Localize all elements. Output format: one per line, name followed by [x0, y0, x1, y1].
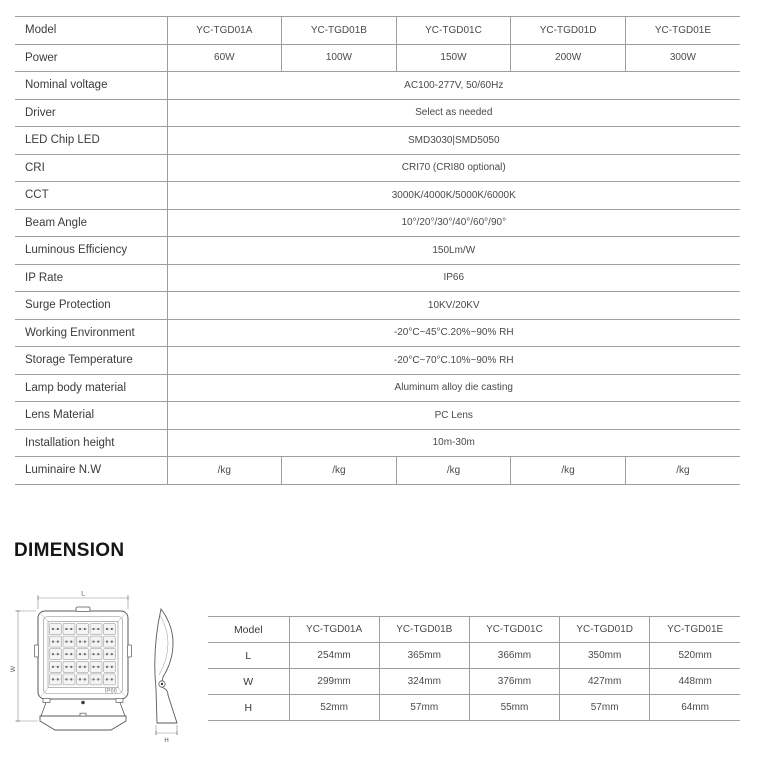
dim-row-label: Model [208, 617, 289, 643]
spec-row [15, 457, 740, 485]
mounting-bracket [40, 699, 126, 731]
spec-cell-span: 10°/20°/30°/40°/60°/90° [167, 209, 740, 237]
dim-cell: 350mm [560, 643, 650, 669]
ip66-mark: IP66 [104, 688, 117, 695]
dim-cell: 64mm [650, 695, 740, 721]
dim-cell: 520mm [650, 643, 740, 669]
dimension-label-L: L [81, 590, 85, 598]
dim-row-label: L [208, 643, 289, 669]
spec-row-label: CRI [15, 154, 167, 182]
dim-cell: 55mm [469, 695, 559, 721]
spec-cell-span: 10KV/20KV [167, 292, 740, 320]
spec-row [15, 72, 740, 100]
spec-cell: /kg [511, 457, 626, 485]
spec-row [15, 154, 740, 182]
spec-row-label: Installation height [15, 429, 167, 457]
spec-cell-span: SMD3030|SMD5050 [167, 127, 740, 155]
floodlight-front-view [35, 607, 132, 730]
spec-row-label: Driver [15, 99, 167, 127]
dim-cell: 57mm [560, 695, 650, 721]
dim-cell: 52mm [289, 695, 379, 721]
dim-cell: YC-TGD01E [650, 617, 740, 643]
dim-cell: 366mm [469, 643, 559, 669]
spec-table [15, 16, 740, 485]
dim-cell: 299mm [289, 669, 379, 695]
spec-row [15, 292, 740, 320]
spec-row-label: Beam Angle [15, 209, 167, 237]
spec-cell: /kg [396, 457, 511, 485]
left-clip [35, 645, 39, 657]
spec-cell: YC-TGD01B [282, 17, 397, 45]
spec-row-label: IP Rate [15, 264, 167, 292]
dimension-heading: DIMENSION [14, 540, 125, 561]
spec-cell: YC-TGD01C [396, 17, 511, 45]
spec-cell: 150W [396, 44, 511, 72]
spec-row-label: Nominal voltage [15, 72, 167, 100]
spec-row [15, 319, 740, 347]
top-hook [76, 607, 90, 612]
spec-cell-span: -20°C~45°C.20%~90% RH [167, 319, 740, 347]
dimension-line-H [156, 725, 177, 735]
dim-cell: 254mm [289, 643, 379, 669]
dim-cell: YC-TGD01B [379, 617, 469, 643]
dimension-table-wrap [208, 616, 740, 721]
dim-cell: YC-TGD01A [289, 617, 379, 643]
dim-cell: 324mm [379, 669, 469, 695]
spec-cell-span: CRI70 (CRI80 optional) [167, 154, 740, 182]
dimension-label-H: H [164, 738, 169, 744]
spec-row [15, 44, 740, 72]
spec-header-row [15, 17, 740, 45]
dimension-line-W [15, 611, 38, 721]
spec-cell: YC-TGD01D [511, 17, 626, 45]
spec-row-label: Surge Protection [15, 292, 167, 320]
spec-table-wrap [15, 16, 740, 485]
spec-row [15, 237, 740, 265]
dim-row-label: W [208, 669, 289, 695]
spec-cell: /kg [167, 457, 282, 485]
spec-row [15, 402, 740, 430]
spec-row [15, 347, 740, 375]
spec-cell-span: Aluminum alloy die casting [167, 374, 740, 402]
spec-row-label: Luminaire N.W [15, 457, 167, 485]
spec-row-label: Storage Temperature [15, 347, 167, 375]
dim-row-label: H [208, 695, 289, 721]
floodlight-dimension-drawing [10, 585, 205, 760]
spec-row-label: Power [15, 44, 167, 72]
spec-row [15, 374, 740, 402]
spec-row-label: Luminous Efficiency [15, 237, 167, 265]
dim-cell: 427mm [560, 669, 650, 695]
dim-cell: 448mm [650, 669, 740, 695]
spec-cell-span: AC100-277V, 50/60Hz [167, 72, 740, 100]
dim-cell: YC-TGD01C [469, 617, 559, 643]
spec-cell: 60W [167, 44, 282, 72]
spec-row-label: Lens Material [15, 402, 167, 430]
floodlight-side-view [155, 609, 177, 744]
dim-cell: 365mm [379, 643, 469, 669]
spec-cell: 200W [511, 44, 626, 72]
dim-cell: 376mm [469, 669, 559, 695]
led-module-grid [50, 624, 116, 685]
dim-header-row [208, 617, 740, 643]
spec-row [15, 182, 740, 210]
spec-row [15, 99, 740, 127]
spec-cell: 300W [625, 44, 740, 72]
spec-cell-span: 10m-30m [167, 429, 740, 457]
dim-cell: 57mm [379, 695, 469, 721]
spec-row-label: CCT [15, 182, 167, 210]
spec-row [15, 264, 740, 292]
dim-row [208, 695, 740, 721]
spec-row-label: Model [15, 17, 167, 45]
spec-cell-span: PC Lens [167, 402, 740, 430]
spec-cell: 100W [282, 44, 397, 72]
spec-cell-span: Select as needed [167, 99, 740, 127]
spec-cell-span: -20°C~70°C.10%~90% RH [167, 347, 740, 375]
dim-row [208, 643, 740, 669]
spec-cell-span: 150Lm/W [167, 237, 740, 265]
dim-cell: YC-TGD01D [560, 617, 650, 643]
spec-cell: /kg [282, 457, 397, 485]
spec-cell: /kg [625, 457, 740, 485]
spec-row-label: Lamp body material [15, 374, 167, 402]
spec-row-label: Working Environment [15, 319, 167, 347]
right-clip [128, 645, 132, 657]
dimension-table [208, 616, 740, 721]
dimension-label-W: W [10, 665, 17, 673]
spec-row [15, 127, 740, 155]
spec-row [15, 209, 740, 237]
spec-cell-span: IP66 [167, 264, 740, 292]
spec-cell: YC-TGD01E [625, 17, 740, 45]
spec-cell-span: 3000K/4000K/5000K/6000K [167, 182, 740, 210]
dim-row [208, 669, 740, 695]
spec-cell: YC-TGD01A [167, 17, 282, 45]
spec-row-label: LED Chip LED [15, 127, 167, 155]
spec-row [15, 429, 740, 457]
